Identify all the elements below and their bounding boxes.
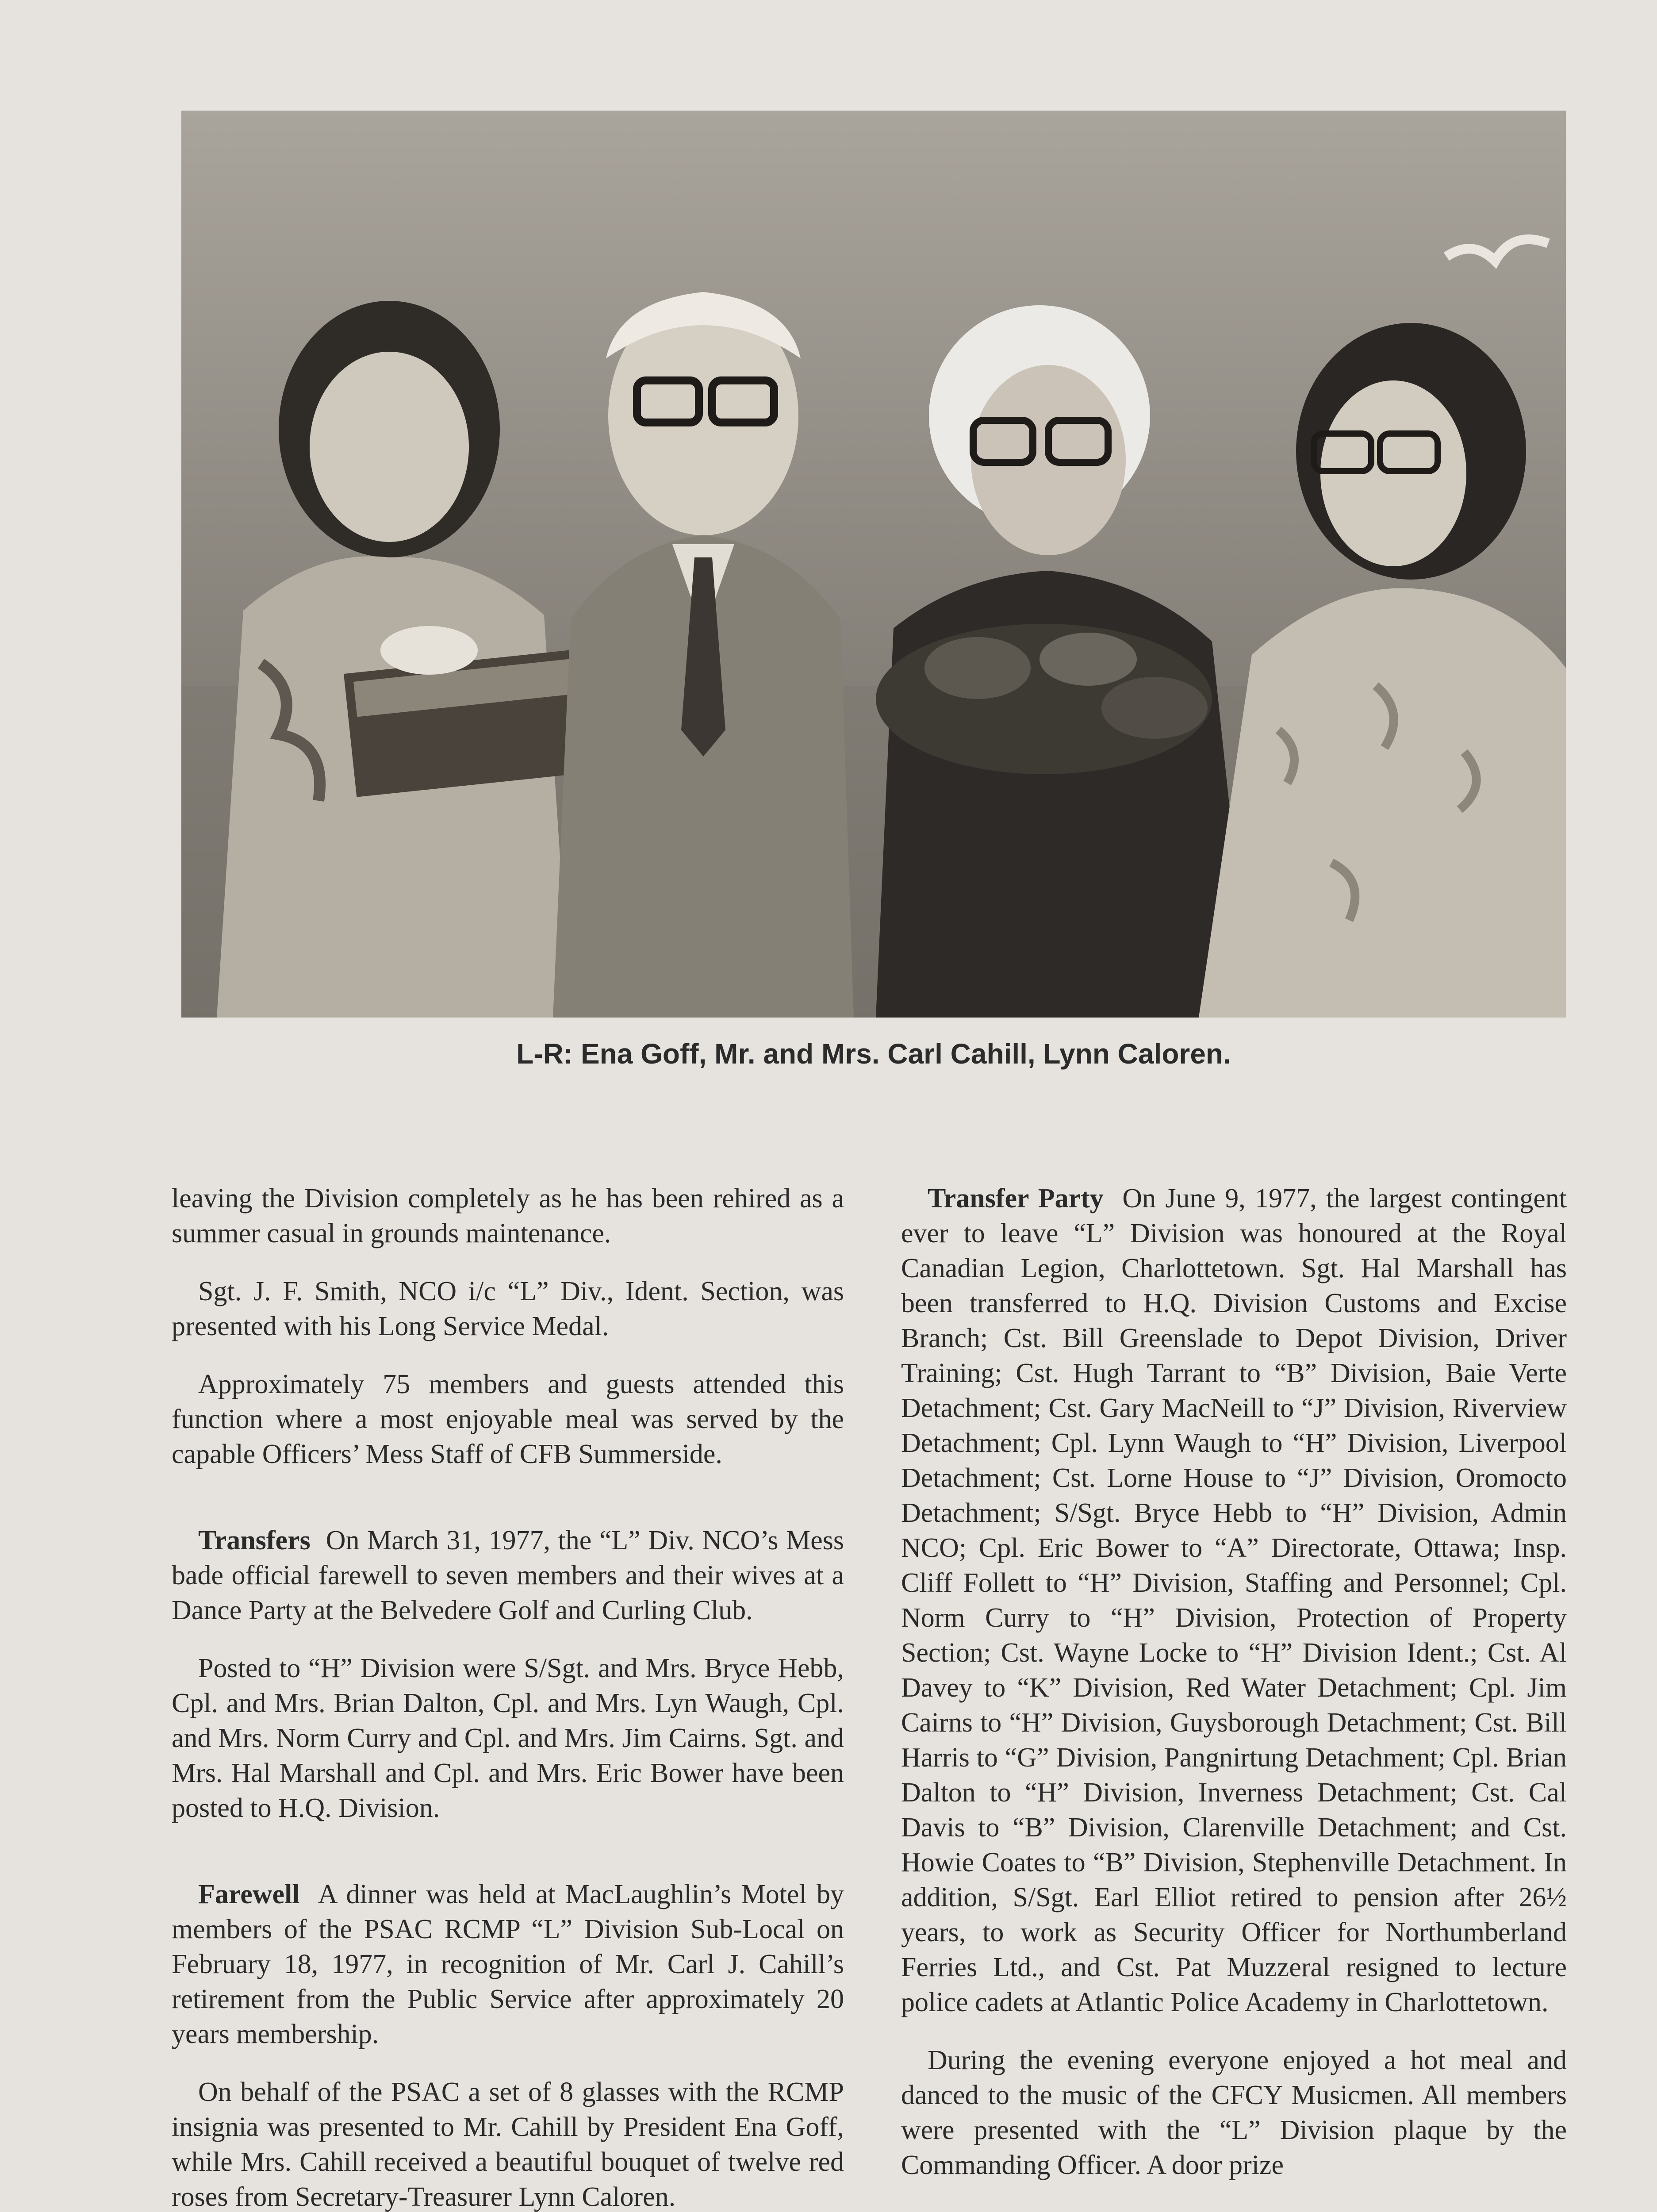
section-heading-transfer-party: Transfer Party — [928, 1183, 1104, 1214]
group-photo-illustration — [181, 111, 1566, 1018]
paragraph-transfer-party — [901, 1181, 1567, 2020]
section-heading-transfers: Transfers — [198, 1525, 311, 1555]
paragraph-transfers — [172, 1523, 844, 1628]
group-photo — [181, 111, 1566, 1018]
transfer-party-text: On June 9, 1977, the largest contingent ever to leave “L” Division was honoured at the Royal Canadian Legion, Charlottetown. Sgt. Hal Marshall has been transferred to H.Q. Division Customs and Excise Branch; Cst. Bill Greenslade to Depot Division, Driver Training; Cst. Hugh Tarrant to “B” Division, Baie Verte Detachment; Cst. Gary MacNeill to “J” Division, Riverview Detachment; Cpl. Lynn Waugh to “H” Division, Liverpool Detachment; Cst. Lorne House to “J” Division, Oromocto Detachment; S/Sgt. Bryce Hebb to “H” Division, Admin NCO; Cpl. Eric Bower to “A” Directorate, Ottawa; Insp. Cliff Follett to “H” Division, Staffing and Personnel; Cpl. Norm Curry to “H” Division, Protection of Property Section; Cst. Wayne Locke to “H” Division Ident.; Cst. Al Davey to “K” Division, Red Water Detachment; Cpl. Jim Cairns to “H” Division, Guysborough Detachment; Cst. Bill Harris to “G” Division, Pangnirtung Detachment; Cpl. Brian Dalton to “H” Division, Inverness Detachment; Cst. Cal Davis to “B” Division, Clarenville Detachment; and Cst. Howie Coates to “B” Division, Stephenville Detachment. In addition, S/Sgt. Earl Elliot retired to pension after 26½ years, to work as Security Officer for Northumberland Ferries Ltd., and Cst. Pat Muzzeral resigned to lecture police cadets at Atlantic Police Academy in Charlottetown. — [901, 1183, 1567, 2017]
paragraph-medal: Sgt. J. F. Smith, NCO i/c “L” Div., Ident. Section, was presented with his Long Service Medal. — [172, 1276, 844, 1341]
right-column — [901, 1181, 1567, 2206]
paragraph-evening: During the evening everyone enjoyed a hot meal and danced to the music of the CFCY Musicmen. All members were presented with the “L” Division plaque by the Commanding Officer. A door prize — [901, 2045, 1567, 2180]
paragraph-continued: leaving the Division completely as he has been rehired as a summer casual in grounds maintenance. — [172, 1183, 844, 1248]
farewell-text: A dinner was held at MacLaughlin’s Motel by members of the PSAC RCMP “L” Division Sub-Local on February 18, 1977, in recognition of Mr. Carl J. Cahill’s retirement from the Public Service after approximately 20 years membership. — [172, 1879, 844, 2049]
transfers-text: On March 31, 1977, the “L” Div. NCO’s Mess bade official farewell to seven members and their wives at a Dance Party at the Belvedere Golf and Curling Club. — [172, 1525, 844, 1625]
photo-caption: L-R: Ena Goff, Mr. and Mrs. Carl Cahill, Lynn Caloren. — [516, 1038, 1231, 1070]
section-heading-farewell: Farewell — [198, 1879, 300, 1909]
paragraph-postings: Posted to “H” Division were S/Sgt. and Mrs. Bryce Hebb, Cpl. and Mrs. Brian Dalton, Cpl. and Mrs. Lyn Waugh, Cpl. and Mrs. Norm Curry and Cpl. and Mrs. Jim Cairns. Sgt. and Mrs. Hal Marshall and Cpl. and Mrs. Eric Bower have been posted to H.Q. Division. — [172, 1653, 844, 1823]
paragraph-farewell — [172, 1877, 844, 2052]
left-column — [172, 1181, 844, 2212]
paragraph-presentation: On behalf of the PSAC a set of 8 glasses with the RCMP insignia was presented to Mr. Cahill by President Ena Goff, while Mrs. Cahill received a beautiful bouquet of twelve red roses from Secretary-Treasurer Lynn Caloren. — [172, 2077, 844, 2212]
paragraph-attendance: Approximately 75 members and guests attended this function where a most enjoyable meal was served by the capable Officers’ Mess Staff of CFB Summerside. — [172, 1369, 844, 1469]
